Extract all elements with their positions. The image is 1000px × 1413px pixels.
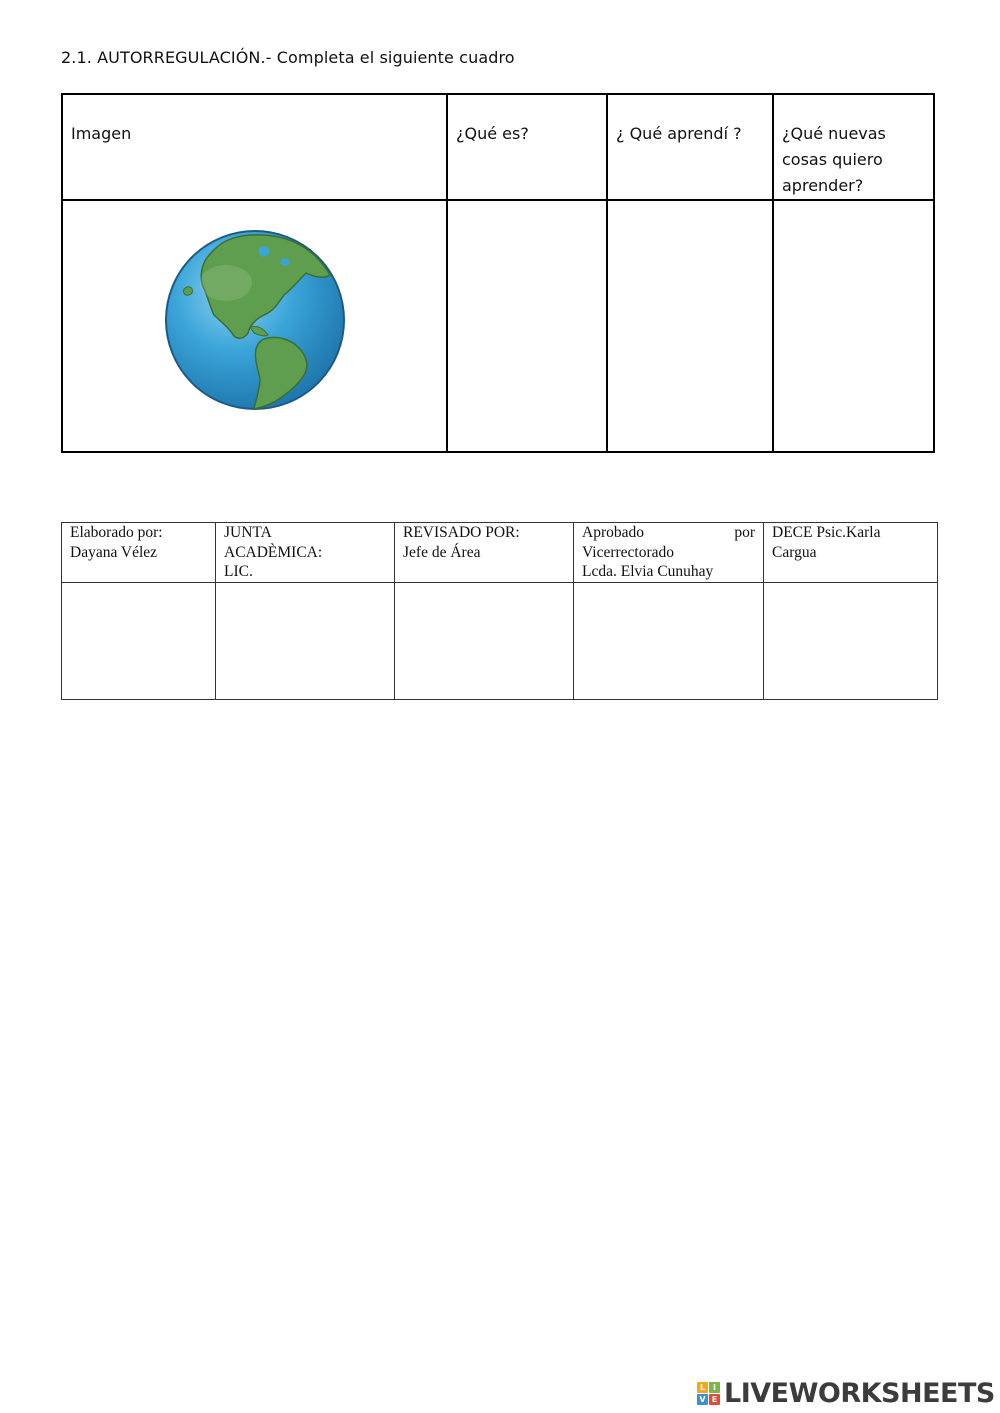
signature-box-elaborado (62, 582, 216, 699)
table-answer-row (62, 200, 934, 452)
signatures-header-row (62, 523, 938, 583)
elaborado-cell: Elaborado por: Dayana Vélez (62, 523, 216, 583)
signature-box-revisado (395, 582, 574, 699)
liveworksheets-logo (697, 1376, 995, 1410)
header-que-aprendi: ¿ Qué aprendí ? (607, 94, 773, 200)
signature-box-aprobado (574, 582, 764, 699)
header-que-es: ¿Qué es? (447, 94, 607, 200)
table-header-row (62, 94, 934, 200)
answer-que-aprendi-cell[interactable] (607, 200, 773, 452)
answer-nuevas-cosas-cell[interactable] (773, 200, 934, 452)
signature-box-junta (216, 582, 395, 699)
header-imagen: Imagen (62, 94, 447, 200)
earth-globe-icon (164, 229, 346, 411)
dece-cell: DECE Psic.Karla Cargua (764, 523, 938, 583)
revisado-cell: REVISADO POR: Jefe de Área (395, 523, 574, 583)
page-heading: 2.1. AUTORREGULACIÓN.- Completa el siguiente cuadro (61, 48, 515, 67)
header-nuevas-cosas: ¿Qué nuevas cosas quiero aprender? (773, 94, 934, 200)
answer-que-es-cell[interactable] (447, 200, 607, 452)
brand-name: LIVEWORKSHEETS (724, 1377, 995, 1409)
signature-box-dece (764, 582, 938, 699)
image-cell (62, 200, 447, 452)
signatures-blank-row (62, 582, 938, 699)
junta-cell: JUNTA ACADÈMICA: LIC. (216, 523, 395, 583)
live-badge-icon: L I V E (697, 1382, 720, 1405)
aprobado-cell: Aprobado por Vicerrectorado Lcda. Elvia Cunuhay (574, 523, 764, 583)
signatures-table (61, 522, 938, 700)
self-regulation-table (61, 93, 935, 453)
